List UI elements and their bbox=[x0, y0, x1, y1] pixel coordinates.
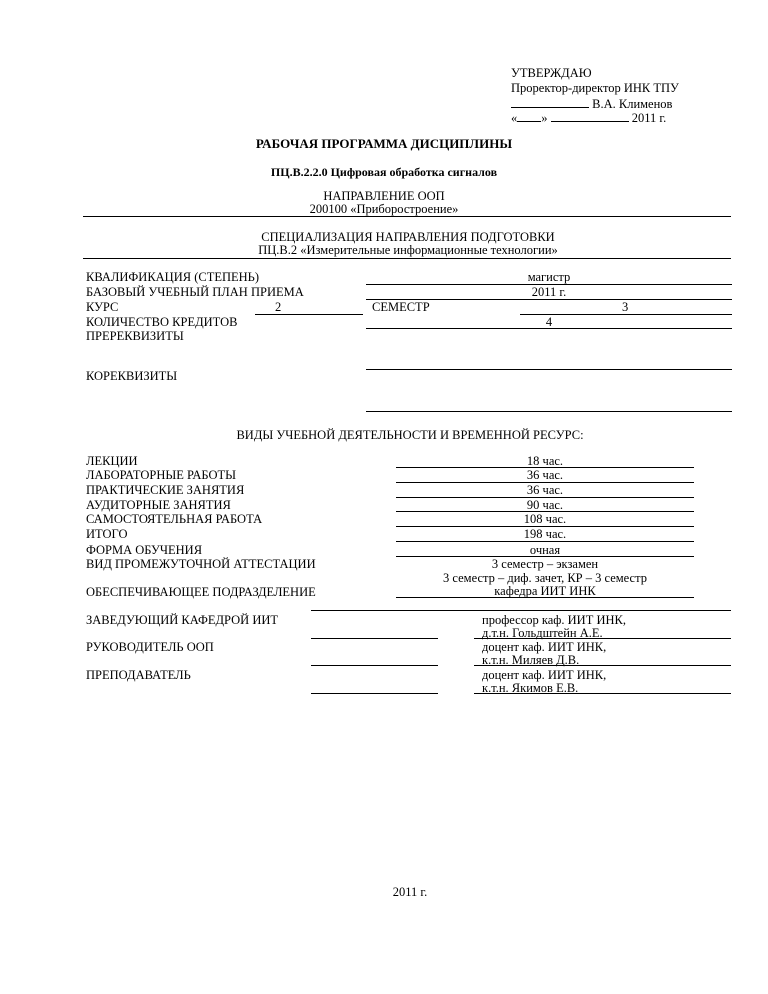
department-value: кафедра ИИТ ИНК bbox=[494, 584, 596, 598]
month-blank bbox=[551, 109, 629, 122]
activity-value: 18 час. bbox=[526, 454, 564, 468]
date-open-quote: « bbox=[511, 111, 518, 125]
signature-line bbox=[311, 638, 438, 639]
footer-year: 2011 г. bbox=[392, 885, 428, 899]
activity-label: САМОСТОЯТЕЛЬНАЯ РАБОТА bbox=[86, 512, 263, 526]
activity-value: 108 час. bbox=[523, 512, 567, 526]
attestation-line-1: 3 семестр – экзамен bbox=[491, 557, 599, 571]
signature-position: доцент каф. ИИТ ИНК, bbox=[482, 668, 607, 682]
approval-word: УТВЕРЖДАЮ bbox=[511, 66, 592, 80]
divider bbox=[83, 216, 731, 217]
semester-value: 3 bbox=[622, 300, 629, 314]
signature-name: д.т.н. Гольдштейн А.Е. bbox=[482, 626, 603, 640]
day-blank bbox=[517, 109, 541, 122]
field-underline bbox=[474, 638, 731, 639]
activity-value: 90 час. bbox=[526, 498, 564, 512]
activity-value: 198 час. bbox=[523, 527, 567, 541]
credits-value: 4 bbox=[545, 315, 553, 329]
approval-date bbox=[511, 109, 666, 125]
divider bbox=[311, 610, 731, 611]
approval-signer: В.А. Клименов bbox=[592, 97, 673, 111]
specialization-label: СПЕЦИАЛИЗАЦИЯ НАПРАВЛЕНИЯ ПОДГОТОВКИ bbox=[261, 230, 555, 244]
qualification-label: КВАЛИФИКАЦИЯ (СТЕПЕНЬ) bbox=[86, 270, 260, 284]
signature-position: доцент каф. ИИТ ИНК, bbox=[482, 640, 607, 654]
coreq-label: КОРЕКВИЗИТЫ bbox=[86, 369, 178, 383]
plan-label: БАЗОВЫЙ УЧЕБНЫЙ ПЛАН ПРИЕМА bbox=[86, 285, 304, 299]
field-underline bbox=[474, 665, 731, 666]
activity-value: 36 час. bbox=[526, 483, 564, 497]
semester-label: СЕМЕСТР bbox=[372, 300, 430, 314]
activity-value: 36 час. bbox=[526, 468, 564, 482]
activity-label: ПРАКТИЧЕСКИЕ ЗАНЯТИЯ bbox=[86, 483, 245, 497]
form-label: ФОРМА ОБУЧЕНИЯ bbox=[86, 543, 203, 557]
field-underline bbox=[396, 597, 694, 598]
discipline-title: ПЦ.В.2.2.0 Цифровая обработка сигналов bbox=[270, 165, 498, 179]
signature-name: к.т.н. Якимов Е.В. bbox=[482, 681, 579, 695]
document-title: РАБОЧАЯ ПРОГРАММА ДИСЦИПЛИНЫ bbox=[255, 136, 513, 151]
signature-position: профессор каф. ИИТ ИНК, bbox=[482, 613, 626, 627]
signature-blank bbox=[511, 95, 589, 108]
activity-label: ИТОГО bbox=[86, 527, 128, 541]
specialization-value: ПЦ.В.2 «Измерительные информационные технологии» bbox=[258, 243, 558, 257]
course-label: КУРС bbox=[86, 300, 119, 314]
field-underline bbox=[255, 314, 363, 315]
attestation-label: ВИД ПРОМЕЖУТОЧНОЙ АТТЕСТАЦИИ bbox=[86, 557, 316, 571]
course-value: 2 bbox=[275, 300, 282, 314]
signature-name: к.т.н. Миляев Д.В. bbox=[482, 653, 580, 667]
credits-label: КОЛИЧЕСТВО КРЕДИТОВ bbox=[86, 315, 238, 329]
date-year: 2011 г. bbox=[631, 111, 667, 125]
direction-value: 200100 «Приборостроение» bbox=[309, 202, 459, 216]
activity-label: АУДИТОРНЫЕ ЗАНЯТИЯ bbox=[86, 498, 231, 512]
prereq-label: ПРЕРЕКВИЗИТЫ bbox=[86, 329, 184, 343]
direction-label: НАПРАВЛЕНИЕ ООП bbox=[323, 189, 445, 203]
department-label: ОБЕСПЕЧИВАЮЩЕЕ ПОДРАЗДЕЛЕНИЕ bbox=[86, 585, 316, 599]
signature-role: РУКОВОДИТЕЛЬ ООП bbox=[86, 640, 214, 654]
field-underline bbox=[366, 328, 732, 329]
field-underline bbox=[396, 541, 694, 542]
field-underline bbox=[474, 693, 731, 694]
approval-position: Проректор-директор ИНК ТПУ bbox=[511, 81, 679, 95]
signature-line bbox=[311, 665, 438, 666]
signature-role: ЗАВЕДУЮЩИЙ КАФЕДРОЙ ИИТ bbox=[86, 613, 279, 627]
qualification-value: магистр bbox=[527, 270, 571, 284]
signature-line bbox=[311, 693, 438, 694]
divider bbox=[83, 258, 731, 259]
activity-label: ЛЕКЦИИ bbox=[86, 454, 138, 468]
activity-label: ЛАБОРАТОРНЫЕ РАБОТЫ bbox=[86, 468, 237, 482]
field-underline bbox=[366, 369, 732, 370]
signature-role: ПРЕПОДАВАТЕЛЬ bbox=[86, 668, 191, 682]
field-underline bbox=[366, 411, 732, 412]
date-close-quote: » bbox=[541, 111, 548, 125]
plan-value: 2011 г. bbox=[531, 285, 567, 299]
activities-heading: ВИДЫ УЧЕБНОЙ ДЕЯТЕЛЬНОСТИ И ВРЕМЕННОЙ РЕСУРС: bbox=[236, 428, 584, 442]
attestation-line-2: 3 семестр – диф. зачет, КР – 3 семестр bbox=[443, 571, 647, 585]
form-value: очная bbox=[529, 543, 561, 557]
